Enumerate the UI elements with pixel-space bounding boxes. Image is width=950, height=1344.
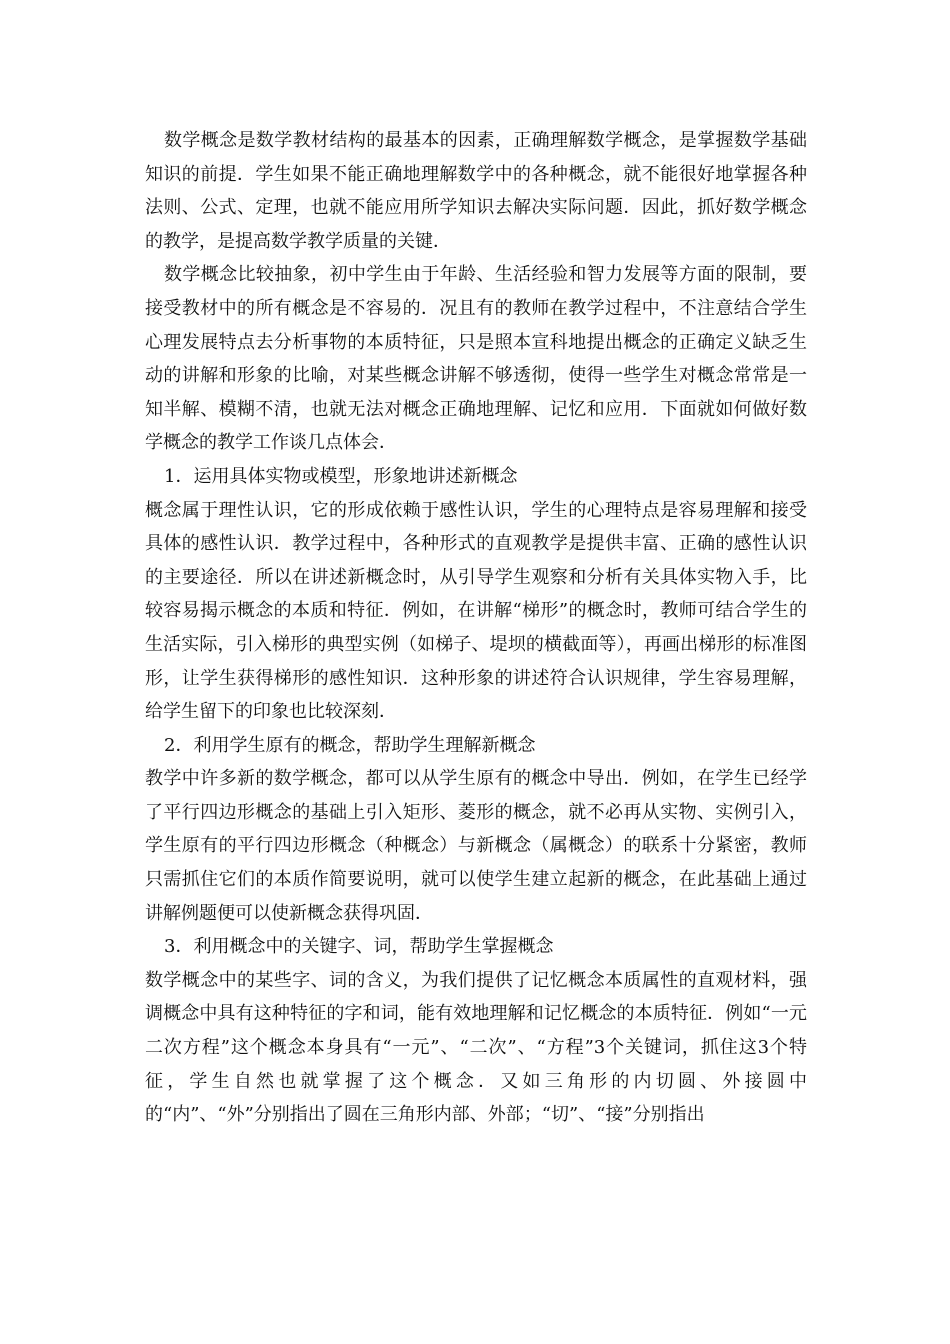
document-body xyxy=(145,124,807,1132)
section-paragraph-2: 教学中许多新的数学概念，都可以从学生原有的概念中导出．例如，在学生已经学了平行四边形概念的基础上引入矩形、菱形的概念，就不必再从实物、实例引入，学生原有的平行四边形概念（种概念）与新概念（属概念）的联系十分紧密，教师只需抓住它们的本质作简要说明，就可以使学生建立起新的概念，在此基础上通过讲解例题便可以使新概念获得巩固． xyxy=(145,768,807,924)
intro-paragraph-2: 数学概念比较抽象，初中学生由于年龄、生活经验和智力发展等方面的限制，要接受教材中的所有概念是不容易的．况且有的教师在教学过程中，不注意结合学生心理发展特点去分析事物的本质特征，只是照本宣科地提出概念的正确定义缺乏生动的讲解和形象的比喻，对某些概念讲解不够透彻，使得一些学生对概念常常是一知半解、模糊不清，也就无法对概念正确地理解、记忆和应用．下面就如何做好数学概念的教学工作谈几点体会． xyxy=(145,264,807,454)
section-paragraph-1: 概念属于理性认识，它的形成依赖于感性认识，学生的心理特点是容易理解和接受具体的感性认识．教学过程中，各种形式的直观教学是提供丰富、正确的感性认识的主要途径．所以在讲述新概念时，从引导学生观察和分析有关具体实物入手，比较容易揭示概念的本质和特征．例如，在讲解“梯形”的概念时，教师可结合学生的生活实际，引入梯形的典型实例（如梯子、堤坝的横截面等），再画出梯形的标准图形，让学生获得梯形的感性知识．这种形象的讲述符合认识规律，学生容易理解，给学生留下的印象也比较深刻． xyxy=(145,499,807,723)
section-paragraph-3: 数学概念中的某些字、词的含义，为我们提供了记忆概念本质属性的直观材料，强调概念中具有这种特征的字和词，能有效地理解和记忆概念的本质特征．例如“一元二次方程”这个概念本身具有“一元”、“二次”、“方程”3个关键词，抓住这3个特征，学生自然也就掌握了这个概念．又如三角形的内切圆、外接圆中的“内”、“外”分别指出了圆在三角形内部、外部；“切”、“接”分别指出 xyxy=(145,969,807,1126)
intro-paragraph-1: 数学概念是数学教材结构的最基本的因素，正确理解数学概念，是掌握数学基础知识的前提．学生如果不能正确地理解数学中的各种概念，就不能很好地掌握各种法则、公式、定理，也就不能应用所学知识去解决实际问题．因此，抓好数学概念的教学，是提高数学教学质量的关键． xyxy=(145,130,807,252)
section-heading-2: 2．利用学生原有的概念，帮助学生理解新概念 xyxy=(164,734,536,756)
section-heading-1: 1．运用具体实物或模型，形象地讲述新概念 xyxy=(164,465,518,487)
section-heading-3: 3．利用概念中的关键字、词，帮助学生掌握概念 xyxy=(164,936,554,958)
